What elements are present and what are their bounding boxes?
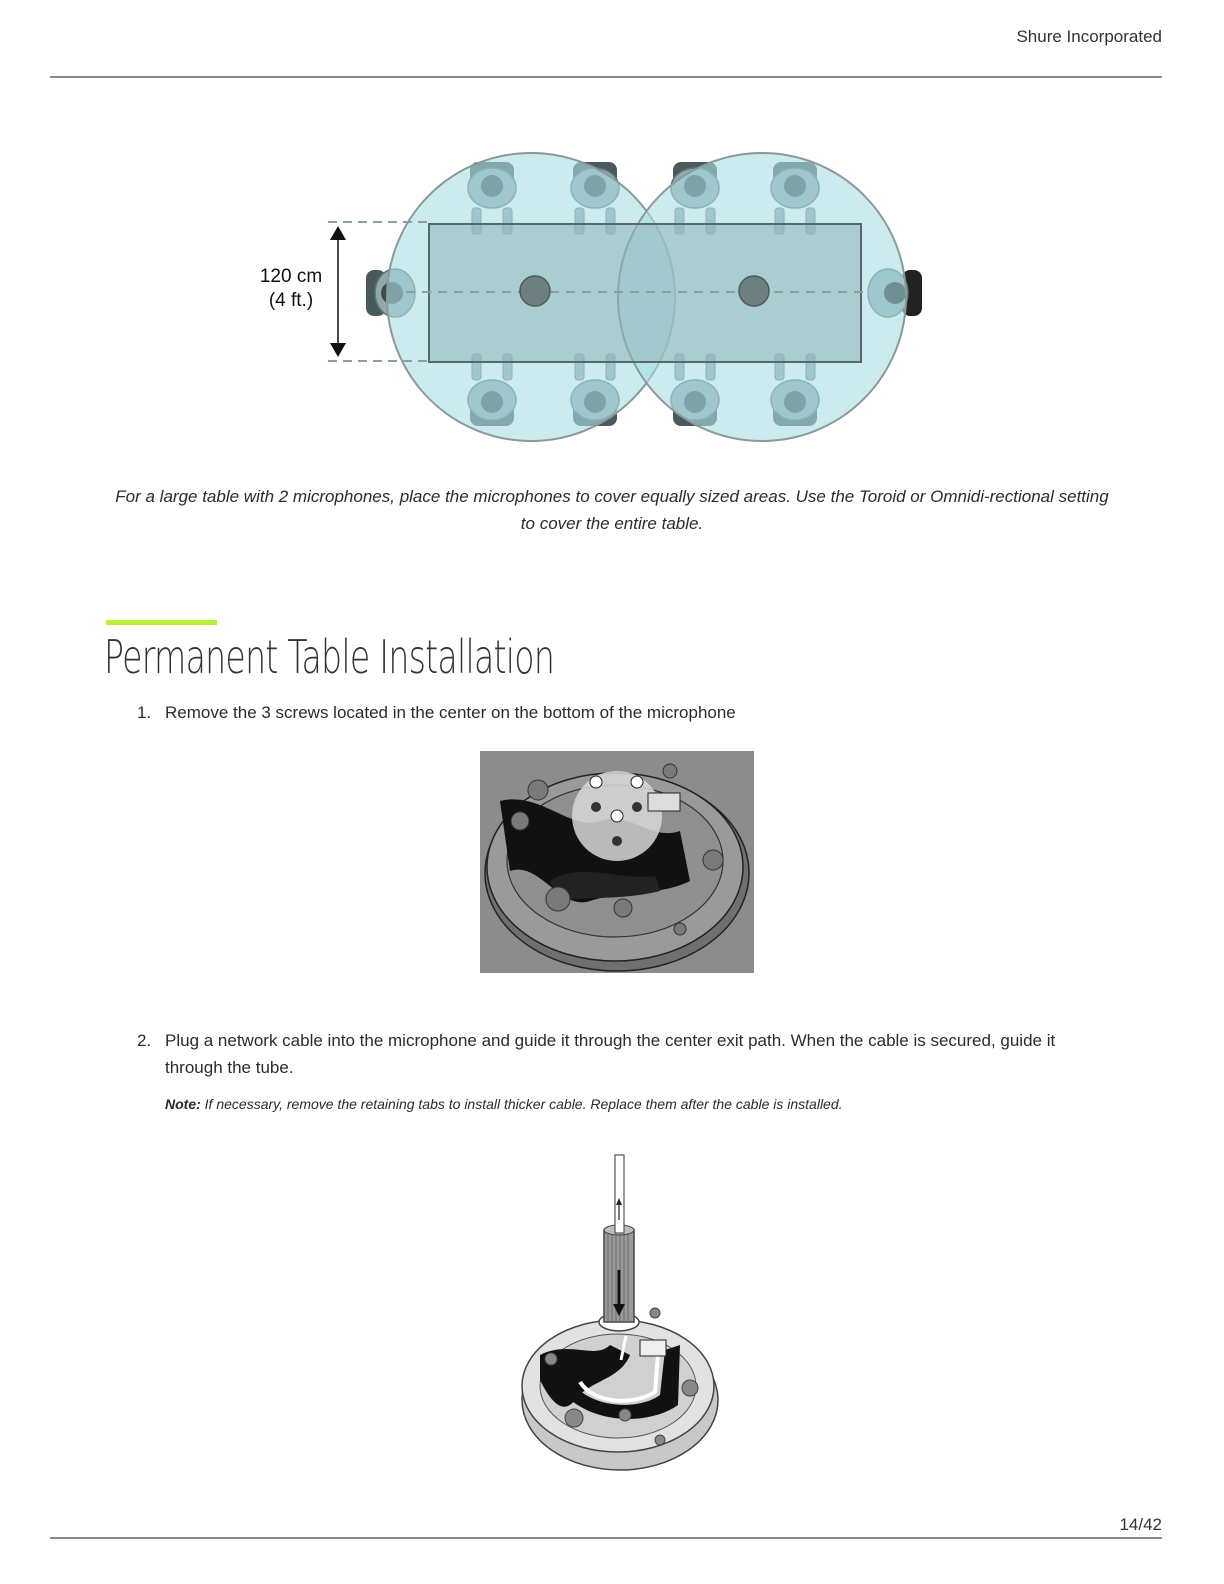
note-label: Note: (165, 1096, 201, 1112)
step-number: 2. (137, 1031, 152, 1050)
note (165, 1096, 843, 1112)
header-rule (50, 76, 1162, 78)
section-accent-bar (106, 620, 217, 625)
table-coverage-diagram (240, 145, 940, 455)
microphone-bottom-screws-illustration (480, 751, 754, 973)
dimension-label-imperial: (4 ft.) (268, 290, 314, 311)
header-company-name: Shure Incorporated (1016, 27, 1162, 46)
step-number: 1. (137, 703, 152, 722)
footer-rule (50, 1537, 1162, 1539)
step-text: Remove the 3 screws located in the center on the bottom of the microphone (165, 703, 736, 722)
page-number: 14/42 (1119, 1515, 1162, 1534)
note-text: If necessary, remove the retaining tabs to install thicker cable. Replace them after the cable is installed. (200, 1096, 843, 1112)
section-title: Permanent Table Installation (104, 630, 555, 684)
figure-caption: For a large table with 2 microphones, place the microphones to cover equally sized areas. Use the Toroid or Omnidi-rectional setting to cover the entire table. (115, 487, 1109, 533)
step-item (137, 699, 1107, 726)
cable-through-tube-illustration (500, 1150, 740, 1475)
step-text: Plug a network cable into the microphone and guide it through the center exit path. When the cable is secured, guide it through the tube. (165, 1031, 1056, 1077)
step-item (137, 1027, 1107, 1081)
microphone-left (520, 276, 550, 306)
dimension-label-metric: 120 cm (259, 266, 323, 287)
microphone-right (739, 276, 769, 306)
